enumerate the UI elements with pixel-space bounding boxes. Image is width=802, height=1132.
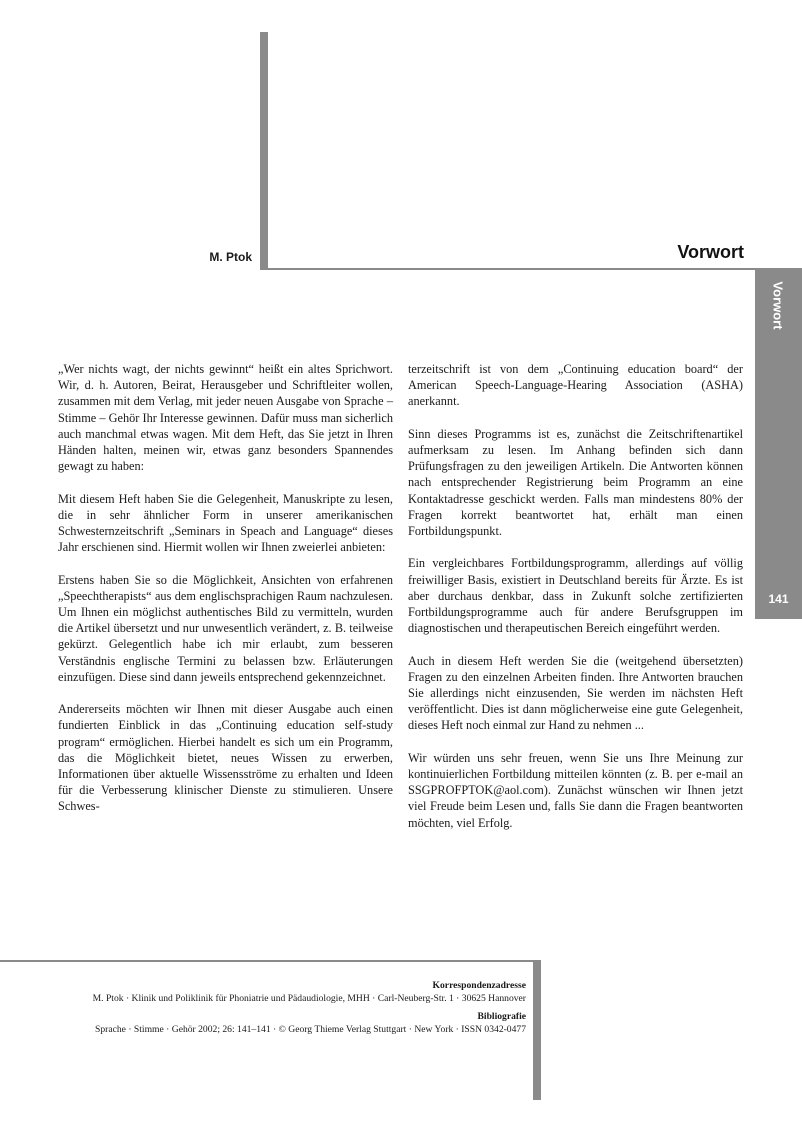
paragraph: Mit diesem Heft haben Sie die Gelegenheit, Manuskripte zu lesen, die in sehr ähnlicher Form in unserer amerikanischen Schwesternzeitschrift „Seminars in Speach and Language“ dieses Jahr erschienen sind. Hiermit wollen wir Ihnen zweierlei anbieten: (58, 491, 393, 555)
side-tab-label-box (755, 270, 802, 340)
paragraph: „Wer nichts wagt, der nichts gewinnt“ heißt ein altes Sprichwort. Wir, d. h. Autoren, Beirat, Herausgeber und Schriftleiter wollen, zusammen mit dem Verlag, mit jeder neuen Ausgabe von Sprache – Stimme – Gehör Ihr Interesse gewinnen. Dafür muss man sicherlich auch manchmal etwas wagen. Mit dem Heft, das Sie jetzt in Ihren Händen halten, meinen wir, etwas ganz besonders Spannendes gewagt zu haben: (58, 362, 393, 474)
correspondence-address: M. Ptok · Klinik und Poliklinik für Phoniatrie und Pädaudiologie, MHH · Carl-Neuberg-Str. 1 · 30625 Hannover (92, 993, 526, 1004)
bibliography-label: Bibliografie (477, 1011, 526, 1022)
paragraph: Andererseits möchten wir Ihnen mit dieser Ausgabe auch einen fundierten Einblick in das „Continuing education self-study program“ ermöglichen. Hierbei handelt es sich um ein Programm, das die Möglichkeit bietet, neues Wissen zu erwerben, Informationen über aktuelle Wissensströme zu erhalten und Ideen für die Verbesserung klinischer Dienste zu stimulieren. Unsere Schwes- (58, 702, 393, 814)
footer-info (40, 979, 526, 1036)
article-title: Vorwort (677, 242, 744, 262)
paragraph: Auch in diesem Heft werden Sie die (weitgehend übersetzten) Fragen zu den einzelnen Arbeiten finden. Ihre Antworten brauchen Sie allerdings nicht einzusenden, Sie werden im nächsten Heft veröffentlicht. Dies ist dann möglicherweise eine gute Gelegenheit, dieses Heft noch einmal zur Hand zu nehmen ... (408, 653, 743, 733)
header-vertical-rule (260, 32, 268, 270)
header-horizontal-rule (268, 268, 802, 270)
author-name: M. Ptok (209, 250, 252, 264)
text-column-left (58, 361, 393, 831)
footer-vertical-rule (533, 960, 541, 1100)
side-tab-label: Vorwort (771, 280, 786, 330)
page-number: 141 (768, 592, 789, 606)
text-column-right (408, 361, 743, 847)
correspondence-label: Korrespondenzadresse (432, 980, 526, 991)
bibliography-text: Sprache · Stimme · Gehör 2002; 26: 141–141 · © Georg Thieme Verlag Stuttgart · New York · ISSN 0342-0477 (95, 1024, 526, 1035)
paragraph: Wir würden uns sehr freuen, wenn Sie uns Ihre Meinung zur kontinuierlichen Fortbildung mitteilen könnten (z. B. per e-mail an SSGPROFPTOK@aol.com). Zunächst wünschen wir Ihnen jetzt viel Freude beim Lesen und, falls Sie dann die Fragen beantworten möchten, viel Erfolg. (408, 750, 743, 830)
paragraph: terzeitschrift ist von dem „Continuing education board“ der American Speech-Language-Hearing Association (ASHA) anerkannt. (408, 362, 743, 409)
paragraph: Ein vergleichbares Fortbildungsprogramm, allerdings auf völlig freiwilliger Basis, existiert in Deutschland bereits für Ärzte. Es ist aber durchaus denkbar, dass in Zukunft solche zertifizierten Fortbildungsprogramme auch für andere Berufsgruppen im diagnostischen und therapeutischen Bereich eingeführt werden. (408, 556, 743, 636)
paragraph: Sinn dieses Programms ist es, zunächst die Zeitschriftenartikel aufmerksam zu lesen. Im Anhang befinden sich dann Prüfungsfragen zu den jeweiligen Artikeln. Die Antworten können nach entsprechender Registrierung beim Programm an eine Kontaktadresse geschickt werden. Falls man mindestens 80% der Fragen korrekt beantwortet hat, erhält man einen Fortbildungspunkt. (408, 426, 743, 539)
section-side-tab (755, 270, 802, 619)
footer-horizontal-rule (0, 960, 540, 962)
paragraph: Erstens haben Sie so die Möglichkeit, Ansichten von erfahrenen „Speechtherapists“ aus dem englischsprachigen Raum nachzulesen. Um Ihnen ein möglichst authentisches Bild zu vermitteln, wurden die Artikel übersetzt und nur unwesentlich verändert, z. B. teilweise gekürzt. Gelegentlich habe ich mir erlaubt, zum besseren Verständnis englische Termini zu belassen bzw. Erläuterungen einzufügen. Diese sind dann jeweils entsprechend gekennzeichnet. (58, 572, 393, 684)
